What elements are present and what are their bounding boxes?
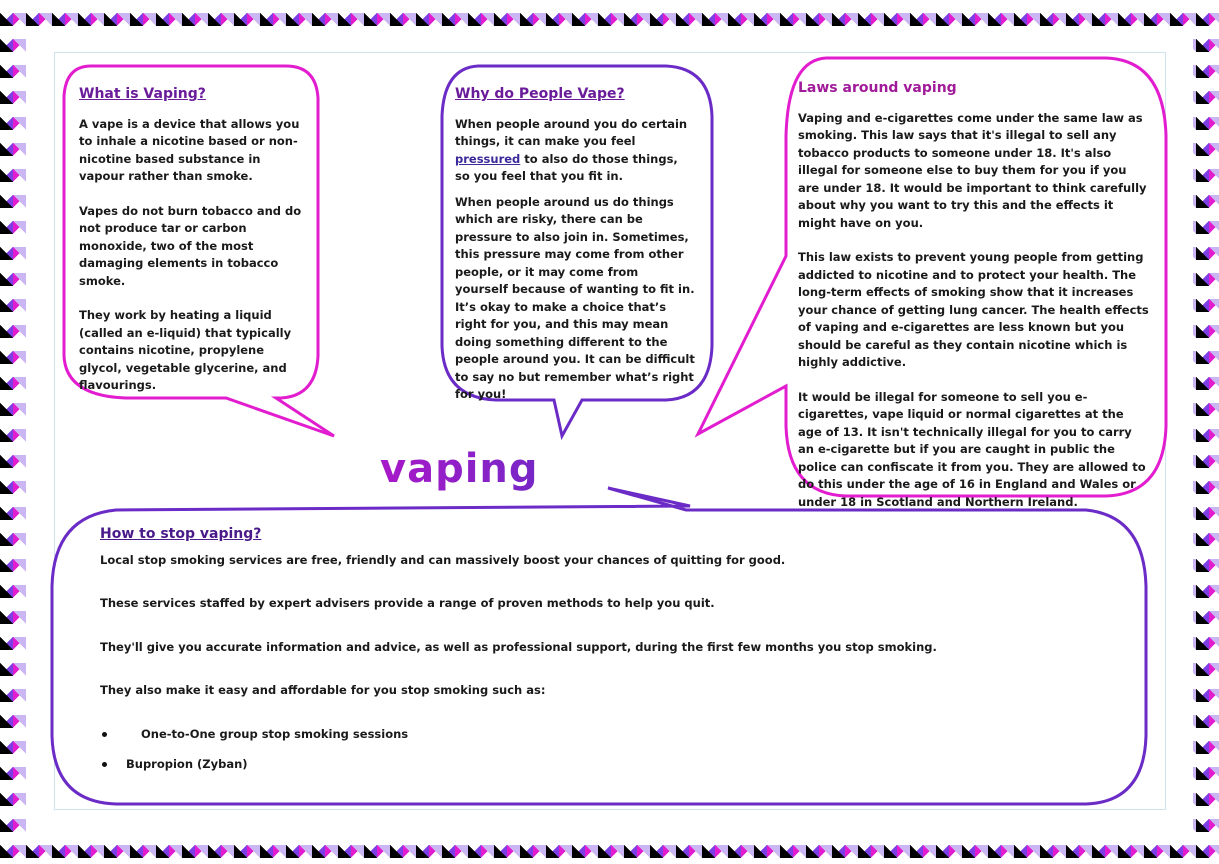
why-text: to also do those things, so you feel that you fit in. bbox=[455, 151, 678, 183]
list-item-text: One-to-One group stop smoking sessions bbox=[141, 726, 409, 741]
why-paragraph-1 bbox=[455, 116, 695, 186]
what-is-vaping-section bbox=[79, 86, 305, 412]
why-vape-section bbox=[455, 86, 695, 421]
laws-paragraph: It would be illegal for someone to sell you e-cigarettes, vape liquid or normal cigarettes at the age of 13. It isn't technically illegal for you to carry an e-cigarette but if you are caught in public the police can confiscate it from you. They are allowed to do this under the age of 16 in England and Wales or under 18 in Scotland and Northern Ireland. bbox=[798, 389, 1146, 509]
stop-methods-list bbox=[100, 726, 1120, 786]
list-item bbox=[100, 756, 1120, 786]
what-is-paragraph: They work by heating a liquid (called an e-liquid) that typically contains nicotine, propylene glycol, vegetable glycerine, and flavourings. bbox=[79, 308, 292, 392]
why-text: When people around you do certain things, it can make you feel bbox=[455, 116, 688, 148]
stop-vaping-heading: How to stop vaping? bbox=[100, 526, 262, 542]
why-vape-heading: Why do People Vape? bbox=[455, 86, 625, 102]
list-item bbox=[100, 726, 1120, 756]
laws-paragraph: Vaping and e-cigarettes come under the same law as smoking. This law says that it's illegal to sell any tobacco products to someone under 18. It's also illegal for someone else to buy them for you if you are under 18. It would be important to think carefully about why you want to try this and the effects it might have on you. bbox=[798, 110, 1147, 230]
list-item-text: Bupropion (Zyban) bbox=[126, 756, 248, 771]
stop-paragraph: They'll give you accurate information and advice, as well as professional support, during the first few months you stop smoking. bbox=[100, 639, 937, 654]
laws-section bbox=[798, 80, 1150, 528]
stop-vaping-section bbox=[100, 526, 1120, 786]
poster-title: vaping bbox=[380, 446, 580, 496]
what-is-vaping-heading: What is Vaping? bbox=[79, 86, 206, 102]
laws-heading: Laws around vaping bbox=[798, 80, 957, 96]
why-paragraph-2: When people around us do things which are risky, there can be pressure to also join in. Sometimes, this pressure may come from other people, or it may come from yourself because of wanting to fit in. It’s okay to make a choice that’s right for you, and this may mean doing something different to the people around you. It can be difficult to say no but remember what’s right for you! bbox=[455, 194, 695, 401]
what-is-paragraph: A vape is a device that allows you to inhale a nicotine based or non-nicotine based substance in vapour rather than smoke. bbox=[79, 116, 300, 183]
stop-paragraph: Local stop smoking services are free, friendly and can massively boost your chances of quitting for good. bbox=[100, 552, 786, 567]
poster-page bbox=[26, 26, 1193, 832]
what-is-paragraph: Vapes do not burn tobacco and do not produce tar or carbon monoxide, two of the most damaging elements in tobacco smoke. bbox=[79, 203, 302, 288]
laws-paragraph: This law exists to prevent young people from getting addicted to nicotine and to protect your health. The long-term effects of smoking show that it increases your chance of getting lung cancer. The health effects of vaping and e-cigarettes are less known but you should be careful as they contain nicotine which is highly addictive. bbox=[798, 250, 1149, 369]
stop-paragraph: These services staffed by expert advisers provide a range of proven methods to help you quit. bbox=[100, 596, 715, 610]
stop-paragraph: They also make it easy and affordable for you stop smoking such as: bbox=[100, 683, 546, 697]
pressured-link[interactable]: pressured bbox=[455, 151, 521, 166]
